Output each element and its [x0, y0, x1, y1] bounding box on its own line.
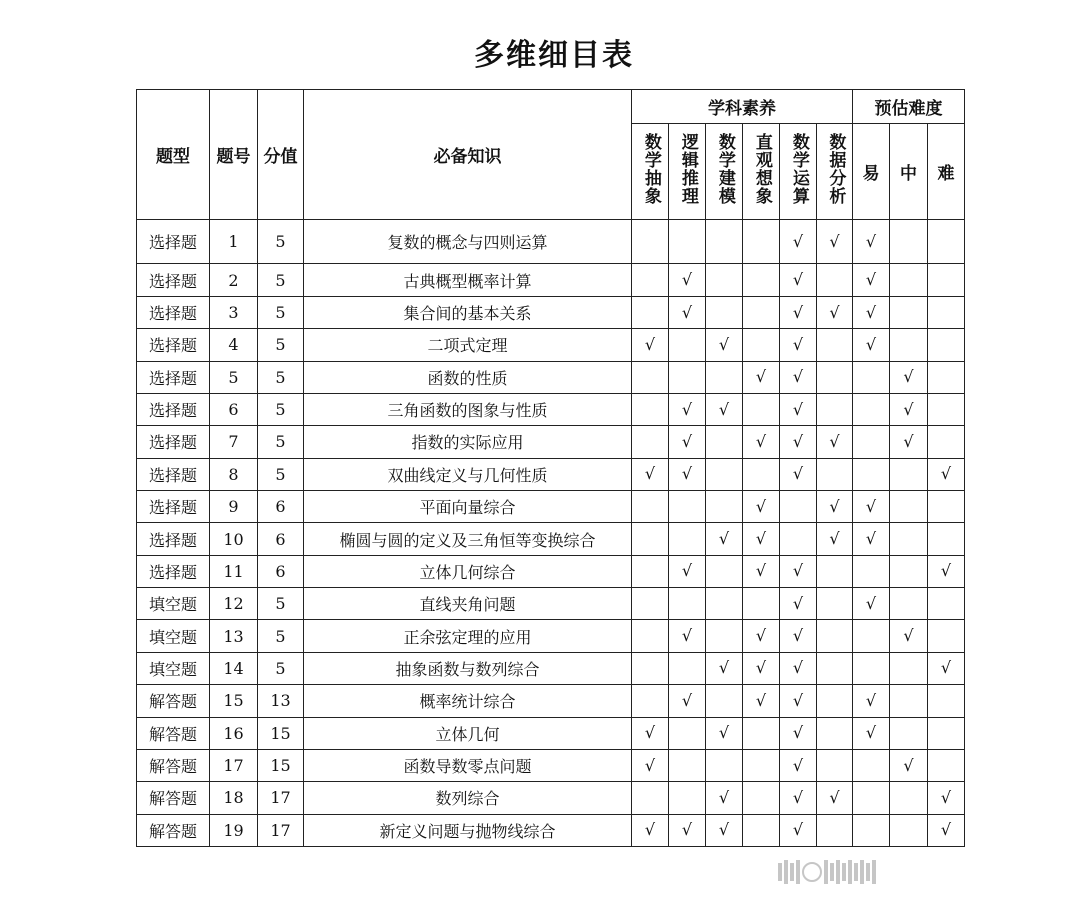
cell-type: 填空题 — [137, 620, 210, 652]
check-cell-difficulty-medium: √ — [890, 620, 928, 652]
check-cell-difficulty-medium — [890, 782, 928, 814]
check-cell-literacy-reasoning: √ — [669, 620, 706, 652]
table-row — [137, 426, 965, 458]
cell-type: 选择题 — [137, 491, 210, 523]
check-cell-literacy-analysis — [817, 685, 853, 717]
check-cell-literacy-analysis — [817, 620, 853, 652]
check-cell-literacy-imagination — [743, 717, 780, 749]
check-cell-difficulty-medium — [890, 296, 928, 328]
cell-number: 18 — [210, 782, 258, 814]
watermark-bar — [824, 860, 828, 884]
cell-type: 选择题 — [137, 458, 210, 490]
check-cell-difficulty-medium — [890, 491, 928, 523]
check-cell-literacy-imagination — [743, 220, 780, 264]
cell-type: 解答题 — [137, 814, 210, 846]
cell-number: 9 — [210, 491, 258, 523]
check-cell-literacy-analysis: √ — [817, 296, 853, 328]
check-cell-literacy-imagination — [743, 782, 780, 814]
check-cell-literacy-modeling: √ — [706, 329, 743, 361]
check-cell-difficulty-hard: √ — [928, 652, 965, 684]
header-score: 分值 — [258, 90, 304, 220]
check-cell-difficulty-hard — [928, 749, 965, 781]
check-cell-literacy-reasoning: √ — [669, 296, 706, 328]
table-row — [137, 814, 965, 846]
header-literacy-group: 学科素养 — [632, 90, 853, 124]
table-row — [137, 296, 965, 328]
check-cell-literacy-analysis — [817, 361, 853, 393]
cell-type: 选择题 — [137, 393, 210, 425]
cell-number: 6 — [210, 393, 258, 425]
cell-type: 选择题 — [137, 220, 210, 264]
check-cell-literacy-modeling — [706, 588, 743, 620]
check-cell-difficulty-hard: √ — [928, 782, 965, 814]
cell-number: 1 — [210, 220, 258, 264]
check-cell-literacy-modeling — [706, 555, 743, 587]
header-type: 题型 — [137, 90, 210, 220]
cell-number: 2 — [210, 264, 258, 296]
cell-type: 选择题 — [137, 523, 210, 555]
header-difficulty-group: 预估难度 — [853, 90, 965, 124]
cell-number: 10 — [210, 523, 258, 555]
cell-number: 13 — [210, 620, 258, 652]
check-cell-difficulty-medium: √ — [890, 749, 928, 781]
watermark-bar — [848, 860, 852, 884]
check-cell-literacy-operation: √ — [780, 426, 817, 458]
check-cell-literacy-analysis — [817, 717, 853, 749]
table-row — [137, 782, 965, 814]
check-cell-literacy-modeling: √ — [706, 814, 743, 846]
check-cell-literacy-abstraction: √ — [632, 749, 669, 781]
check-cell-literacy-abstraction — [632, 393, 669, 425]
check-cell-literacy-imagination — [743, 588, 780, 620]
check-cell-literacy-operation — [780, 491, 817, 523]
check-cell-difficulty-medium — [890, 220, 928, 264]
check-cell-literacy-abstraction: √ — [632, 717, 669, 749]
cell-type: 选择题 — [137, 555, 210, 587]
check-cell-literacy-abstraction — [632, 426, 669, 458]
check-cell-difficulty-hard: √ — [928, 814, 965, 846]
cell-type: 选择题 — [137, 361, 210, 393]
check-cell-literacy-reasoning — [669, 782, 706, 814]
check-cell-difficulty-easy: √ — [853, 220, 890, 264]
check-cell-literacy-abstraction: √ — [632, 814, 669, 846]
check-cell-literacy-reasoning: √ — [669, 393, 706, 425]
check-cell-literacy-reasoning: √ — [669, 426, 706, 458]
check-cell-difficulty-hard — [928, 361, 965, 393]
check-cell-literacy-abstraction — [632, 296, 669, 328]
check-cell-literacy-modeling — [706, 296, 743, 328]
cell-number: 15 — [210, 685, 258, 717]
header-literacy-abstraction: 数学抽象 — [632, 124, 669, 220]
cell-number: 3 — [210, 296, 258, 328]
check-cell-difficulty-hard — [928, 393, 965, 425]
check-cell-difficulty-hard — [928, 523, 965, 555]
watermark-bar — [830, 863, 834, 881]
cell-score: 15 — [258, 717, 304, 749]
check-cell-literacy-modeling — [706, 264, 743, 296]
cell-knowledge: 抽象函数与数列综合 — [304, 652, 632, 684]
header-difficulty-easy: 易 — [853, 124, 890, 220]
check-cell-difficulty-easy: √ — [853, 329, 890, 361]
check-cell-difficulty-medium — [890, 329, 928, 361]
check-cell-literacy-analysis — [817, 588, 853, 620]
table-row — [137, 588, 965, 620]
cell-type: 解答题 — [137, 782, 210, 814]
check-cell-literacy-operation: √ — [780, 620, 817, 652]
check-cell-literacy-reasoning: √ — [669, 814, 706, 846]
check-cell-literacy-imagination — [743, 749, 780, 781]
cell-knowledge: 正余弦定理的应用 — [304, 620, 632, 652]
cell-knowledge: 函数导数零点问题 — [304, 749, 632, 781]
check-cell-literacy-operation: √ — [780, 361, 817, 393]
cell-knowledge: 指数的实际应用 — [304, 426, 632, 458]
header-knowledge: 必备知识 — [304, 90, 632, 220]
check-cell-difficulty-easy — [853, 458, 890, 490]
check-cell-literacy-operation: √ — [780, 220, 817, 264]
watermark-bar — [842, 863, 846, 881]
check-cell-literacy-modeling: √ — [706, 652, 743, 684]
check-cell-literacy-analysis — [817, 264, 853, 296]
check-cell-difficulty-medium — [890, 458, 928, 490]
table-row — [137, 491, 965, 523]
check-cell-literacy-reasoning — [669, 717, 706, 749]
cell-knowledge: 数列综合 — [304, 782, 632, 814]
table-row — [137, 685, 965, 717]
check-cell-literacy-analysis: √ — [817, 523, 853, 555]
check-cell-literacy-modeling — [706, 220, 743, 264]
check-cell-literacy-modeling — [706, 749, 743, 781]
check-cell-literacy-operation: √ — [780, 458, 817, 490]
watermark-bar — [790, 863, 794, 881]
table-row — [137, 361, 965, 393]
cell-score: 6 — [258, 523, 304, 555]
check-cell-difficulty-hard — [928, 264, 965, 296]
check-cell-literacy-abstraction: √ — [632, 329, 669, 361]
check-cell-difficulty-medium — [890, 814, 928, 846]
watermark-bar — [854, 863, 858, 881]
table-row — [137, 264, 965, 296]
watermark-bar — [860, 860, 864, 884]
check-cell-literacy-modeling — [706, 491, 743, 523]
watermark-bar — [778, 863, 782, 881]
cell-score: 5 — [258, 329, 304, 361]
cell-number: 19 — [210, 814, 258, 846]
check-cell-literacy-imagination: √ — [743, 361, 780, 393]
check-cell-difficulty-easy: √ — [853, 588, 890, 620]
check-cell-difficulty-medium: √ — [890, 426, 928, 458]
cell-knowledge: 直线夹角问题 — [304, 588, 632, 620]
check-cell-literacy-operation: √ — [780, 652, 817, 684]
table-row — [137, 620, 965, 652]
check-cell-difficulty-easy — [853, 620, 890, 652]
check-cell-literacy-modeling — [706, 458, 743, 490]
check-cell-literacy-abstraction — [632, 361, 669, 393]
check-cell-literacy-analysis: √ — [817, 782, 853, 814]
check-cell-difficulty-easy — [853, 749, 890, 781]
table-row — [137, 393, 965, 425]
cell-type: 选择题 — [137, 329, 210, 361]
cell-number: 5 — [210, 361, 258, 393]
cell-knowledge: 立体几何 — [304, 717, 632, 749]
header-number: 题号 — [210, 90, 258, 220]
cell-knowledge: 立体几何综合 — [304, 555, 632, 587]
cell-knowledge: 新定义问题与抛物线综合 — [304, 814, 632, 846]
check-cell-literacy-reasoning — [669, 523, 706, 555]
cell-knowledge: 二项式定理 — [304, 329, 632, 361]
check-cell-literacy-analysis: √ — [817, 220, 853, 264]
table-row — [137, 555, 965, 587]
check-cell-difficulty-hard — [928, 717, 965, 749]
cell-score: 5 — [258, 220, 304, 264]
check-cell-literacy-imagination — [743, 814, 780, 846]
check-cell-literacy-reasoning: √ — [669, 555, 706, 587]
cell-type: 填空题 — [137, 588, 210, 620]
watermark-bar — [784, 860, 788, 884]
check-cell-literacy-modeling — [706, 426, 743, 458]
cell-score: 17 — [258, 782, 304, 814]
check-cell-literacy-reasoning — [669, 652, 706, 684]
page-title: 多维细目表 — [474, 38, 634, 73]
check-cell-difficulty-easy: √ — [853, 523, 890, 555]
cell-knowledge: 复数的概念与四则运算 — [304, 220, 632, 264]
check-cell-difficulty-easy: √ — [853, 264, 890, 296]
check-cell-literacy-abstraction — [632, 652, 669, 684]
cell-number: 16 — [210, 717, 258, 749]
table-body — [137, 220, 965, 847]
check-cell-literacy-reasoning — [669, 588, 706, 620]
cell-score: 5 — [258, 588, 304, 620]
check-cell-literacy-reasoning — [669, 491, 706, 523]
check-cell-literacy-operation: √ — [780, 264, 817, 296]
check-cell-literacy-modeling — [706, 361, 743, 393]
cell-knowledge: 函数的性质 — [304, 361, 632, 393]
check-cell-difficulty-easy — [853, 652, 890, 684]
cell-number: 14 — [210, 652, 258, 684]
check-cell-difficulty-medium — [890, 717, 928, 749]
check-cell-literacy-operation: √ — [780, 296, 817, 328]
check-cell-literacy-operation: √ — [780, 588, 817, 620]
check-cell-literacy-modeling: √ — [706, 523, 743, 555]
check-cell-literacy-imagination: √ — [743, 620, 780, 652]
check-cell-literacy-imagination — [743, 329, 780, 361]
check-cell-literacy-analysis — [817, 458, 853, 490]
watermark-bar — [796, 860, 800, 884]
cell-score: 5 — [258, 458, 304, 490]
watermark-bar — [866, 863, 870, 881]
check-cell-literacy-imagination: √ — [743, 652, 780, 684]
cell-score: 5 — [258, 361, 304, 393]
table-row — [137, 458, 965, 490]
check-cell-literacy-operation — [780, 523, 817, 555]
header-difficulty-hard: 难 — [928, 124, 965, 220]
check-cell-difficulty-hard — [928, 296, 965, 328]
check-cell-literacy-abstraction — [632, 264, 669, 296]
check-cell-difficulty-medium — [890, 555, 928, 587]
header-literacy-analysis: 数据分析 — [817, 124, 853, 220]
check-cell-literacy-reasoning: √ — [669, 685, 706, 717]
check-cell-literacy-imagination: √ — [743, 523, 780, 555]
watermark-bar — [836, 860, 840, 884]
check-cell-difficulty-medium: √ — [890, 361, 928, 393]
cell-type: 解答题 — [137, 749, 210, 781]
cell-type: 填空题 — [137, 652, 210, 684]
check-cell-literacy-imagination: √ — [743, 555, 780, 587]
check-cell-literacy-abstraction — [632, 782, 669, 814]
table-row — [137, 749, 965, 781]
check-cell-literacy-abstraction — [632, 555, 669, 587]
cell-score: 5 — [258, 652, 304, 684]
cell-type: 选择题 — [137, 426, 210, 458]
check-cell-literacy-operation: √ — [780, 782, 817, 814]
cell-number: 17 — [210, 749, 258, 781]
table-row — [137, 220, 965, 264]
cell-knowledge: 椭圆与圆的定义及三角恒等变换综合 — [304, 523, 632, 555]
cell-type: 选择题 — [137, 296, 210, 328]
check-cell-literacy-reasoning — [669, 329, 706, 361]
table-row — [137, 652, 965, 684]
check-cell-literacy-imagination: √ — [743, 426, 780, 458]
check-cell-literacy-reasoning: √ — [669, 458, 706, 490]
cell-number: 8 — [210, 458, 258, 490]
check-cell-difficulty-easy — [853, 393, 890, 425]
check-cell-literacy-imagination — [743, 296, 780, 328]
check-cell-literacy-imagination: √ — [743, 685, 780, 717]
check-cell-literacy-abstraction — [632, 685, 669, 717]
check-cell-literacy-abstraction — [632, 523, 669, 555]
check-cell-difficulty-hard — [928, 588, 965, 620]
cell-type: 解答题 — [137, 685, 210, 717]
check-cell-difficulty-easy — [853, 361, 890, 393]
check-cell-difficulty-medium — [890, 652, 928, 684]
cell-knowledge: 集合间的基本关系 — [304, 296, 632, 328]
check-cell-literacy-abstraction: √ — [632, 458, 669, 490]
check-cell-literacy-abstraction — [632, 620, 669, 652]
check-cell-literacy-modeling: √ — [706, 393, 743, 425]
check-cell-literacy-operation: √ — [780, 329, 817, 361]
check-cell-difficulty-easy — [853, 555, 890, 587]
check-cell-difficulty-hard — [928, 620, 965, 652]
check-cell-difficulty-medium — [890, 264, 928, 296]
cell-knowledge: 概率统计综合 — [304, 685, 632, 717]
check-cell-literacy-analysis: √ — [817, 491, 853, 523]
table-row — [137, 523, 965, 555]
check-cell-difficulty-hard: √ — [928, 555, 965, 587]
cell-knowledge: 三角函数的图象与性质 — [304, 393, 632, 425]
check-cell-literacy-imagination — [743, 264, 780, 296]
check-cell-literacy-operation: √ — [780, 717, 817, 749]
check-cell-literacy-abstraction — [632, 220, 669, 264]
check-cell-difficulty-hard — [928, 220, 965, 264]
check-cell-literacy-imagination — [743, 458, 780, 490]
check-cell-difficulty-easy: √ — [853, 296, 890, 328]
cell-number: 12 — [210, 588, 258, 620]
check-cell-difficulty-medium: √ — [890, 393, 928, 425]
cell-score: 5 — [258, 393, 304, 425]
check-cell-difficulty-hard — [928, 426, 965, 458]
check-cell-difficulty-medium — [890, 685, 928, 717]
check-cell-difficulty-hard — [928, 685, 965, 717]
check-cell-literacy-reasoning — [669, 749, 706, 781]
check-cell-difficulty-easy — [853, 782, 890, 814]
cell-score: 13 — [258, 685, 304, 717]
check-cell-literacy-imagination — [743, 393, 780, 425]
cell-number: 7 — [210, 426, 258, 458]
watermark — [778, 857, 1068, 887]
cell-score: 5 — [258, 426, 304, 458]
check-cell-literacy-modeling: √ — [706, 717, 743, 749]
check-cell-difficulty-easy — [853, 814, 890, 846]
check-cell-literacy-operation: √ — [780, 749, 817, 781]
cell-type: 选择题 — [137, 264, 210, 296]
check-cell-literacy-modeling — [706, 685, 743, 717]
header-difficulty-medium: 中 — [890, 124, 928, 220]
check-cell-literacy-modeling: √ — [706, 782, 743, 814]
cell-score: 5 — [258, 264, 304, 296]
check-cell-literacy-operation: √ — [780, 814, 817, 846]
check-cell-literacy-analysis — [817, 393, 853, 425]
check-cell-difficulty-hard — [928, 329, 965, 361]
cell-score: 15 — [258, 749, 304, 781]
check-cell-difficulty-easy: √ — [853, 491, 890, 523]
check-cell-literacy-abstraction — [632, 588, 669, 620]
check-cell-difficulty-medium — [890, 588, 928, 620]
check-cell-literacy-analysis — [817, 814, 853, 846]
check-cell-literacy-reasoning: √ — [669, 264, 706, 296]
check-cell-literacy-operation: √ — [780, 555, 817, 587]
cell-score: 6 — [258, 491, 304, 523]
check-cell-literacy-modeling — [706, 620, 743, 652]
table-row — [137, 329, 965, 361]
header-literacy-reasoning: 逻辑推理 — [669, 124, 706, 220]
watermark-circle — [802, 862, 822, 882]
header-literacy-operation: 数学运算 — [780, 124, 817, 220]
check-cell-literacy-imagination: √ — [743, 491, 780, 523]
header-literacy-modeling: 数学建模 — [706, 124, 743, 220]
cell-number: 4 — [210, 329, 258, 361]
check-cell-literacy-abstraction — [632, 491, 669, 523]
check-cell-difficulty-easy — [853, 426, 890, 458]
check-cell-literacy-reasoning — [669, 361, 706, 393]
header-literacy-imagination: 直观想象 — [743, 124, 780, 220]
watermark-bar — [872, 860, 876, 884]
cell-type: 解答题 — [137, 717, 210, 749]
cell-score: 6 — [258, 555, 304, 587]
check-cell-literacy-analysis — [817, 652, 853, 684]
cell-number: 11 — [210, 555, 258, 587]
check-cell-literacy-analysis — [817, 329, 853, 361]
check-cell-difficulty-medium — [890, 523, 928, 555]
cell-score: 5 — [258, 620, 304, 652]
cell-knowledge: 古典概型概率计算 — [304, 264, 632, 296]
check-cell-difficulty-easy: √ — [853, 717, 890, 749]
cell-knowledge: 双曲线定义与几何性质 — [304, 458, 632, 490]
table-row — [137, 717, 965, 749]
check-cell-difficulty-easy: √ — [853, 685, 890, 717]
check-cell-literacy-analysis: √ — [817, 426, 853, 458]
check-cell-difficulty-hard — [928, 491, 965, 523]
check-cell-literacy-operation: √ — [780, 685, 817, 717]
check-cell-literacy-reasoning — [669, 220, 706, 264]
check-cell-literacy-analysis — [817, 749, 853, 781]
cell-score: 17 — [258, 814, 304, 846]
check-cell-difficulty-hard: √ — [928, 458, 965, 490]
cell-score: 5 — [258, 296, 304, 328]
check-cell-literacy-operation: √ — [780, 393, 817, 425]
check-cell-literacy-analysis — [817, 555, 853, 587]
cell-knowledge: 平面向量综合 — [304, 491, 632, 523]
specification-table — [136, 89, 965, 847]
